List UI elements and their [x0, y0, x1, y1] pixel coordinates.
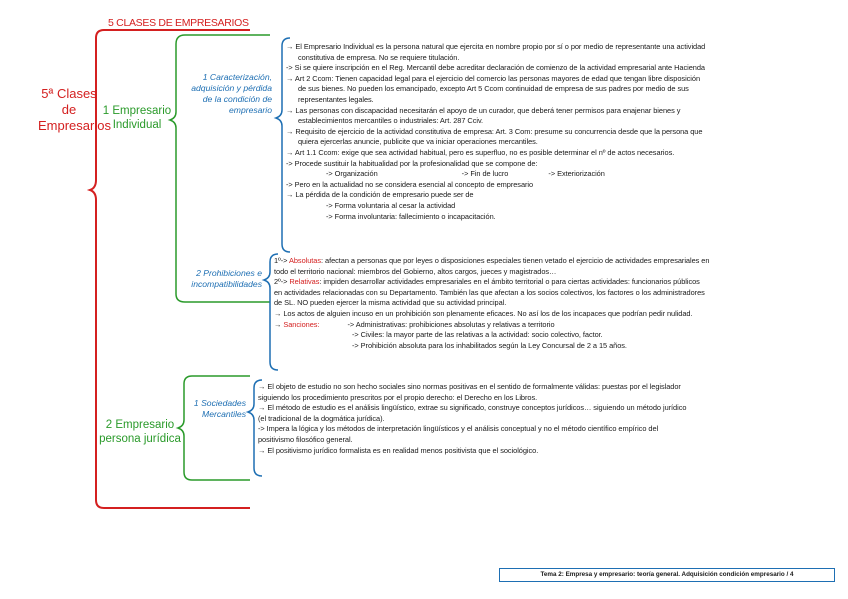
main-title: 5ª Clases de Empresarios: [38, 86, 111, 133]
relativas-label: Relativas: [289, 277, 320, 287]
organizacion-item: -> Organización: [326, 169, 378, 179]
text-line: de sus bienes. No pueden los emancipado, excepto Art 5 Ccom continuidad de empresa de sus padres por medio de sus: [298, 84, 689, 94]
text-line: (el tradicional de la dogmática jurídica).: [258, 413, 385, 423]
sanciones-label: Sanciones:: [283, 319, 320, 329]
text-line: -> Si se quiere inscripción en el Reg. Mercantil debe acreditar declaración de comienzo de la actividad empresarial ante Hacienda: [286, 63, 705, 73]
text-line: -> Prohibición absoluta para los inhabilitados según la Ley Concursal de 2 a 15 años.: [352, 340, 627, 350]
lucro-item: -> Fin de lucro: [461, 169, 509, 179]
branch-juridica: 2 Empresario persona jurídica: [99, 419, 181, 445]
top-header: 5 CLASES DE EMPRESARIOS: [108, 17, 249, 29]
text-line: -> Pero en la actualidad no se considera esencial al concepto de empresario: [286, 179, 534, 189]
text-line: [286, 169, 836, 180]
text-line: -> Impera la lógica y los métodos de interpretación lingüísticos y el análisis conceptual y no el método científico empírico del: [258, 424, 659, 434]
text-line: todo el territorio nacional: miembros del Gobierno, altos cargos, jueces y magistrados…: [274, 266, 557, 276]
text-line: → Los actos de alguien incuso en un prohibición son plenamente eficaces. No así los de los incapaces que podrían pedir nulidad.: [274, 308, 693, 318]
branch-individual: 1 Empresario Individual: [102, 105, 172, 131]
exteriorizacion-item: -> Exteriorización: [548, 169, 605, 179]
text-line: -> Procede sustituir la habitualidad por la profesionalidad que se compone de:: [286, 158, 538, 168]
caracterizacion-content: [286, 42, 836, 222]
text-line: siguiendo los procedimiento prescritos por el propio derecho: el Derecho en los Libros.: [258, 392, 538, 402]
text-line: → El objeto de estudio no son hecho sociales sino normas positivas en el sentido de formalmente válidas: puestas por el legislador: [258, 382, 681, 391]
sociedades-content: [258, 382, 828, 456]
text-line: → La pérdida de la condición de empresario puede ser de: [286, 190, 474, 200]
text-line: de SL. NO pueden ejercer la misma actividad que su actividad principal.: [274, 298, 507, 308]
subsection-caracterizacion: 1 Caracterización, adquisición y pérdida de la condición de empresario: [191, 72, 272, 115]
text-line: → Art 2 Ccom: Tienen capacidad legal para el ejercicio del comercio las personas mayores de edad que tengan libre disposición: [286, 73, 701, 83]
text-line: 1º-> Absolutas: afectan a personas que por leyes o disposiciones especiales tienen vetado el ejercicio de actividades empresariales en: [274, 256, 710, 265]
text-line: establecimientos mercantiles o industriales: Art. 287 Cciv.: [298, 116, 484, 126]
page-footer: Tema 2: Empresa y empresario: teoría general. Adquisición condición empresario / 4: [499, 568, 835, 582]
prohibiciones-content: [274, 256, 834, 351]
subsection-prohibiciones: 2 Prohibiciones e incompatibilidades: [191, 268, 262, 289]
text-line: → El método de estudio es el análisis lingüístico, extrae su significado, construye conceptos jurídicos… siguiendo un método jurídico: [258, 403, 687, 413]
text-line: 2º-> Relativas: impiden desarrollar actividades empresariales en el ámbito territorial o para ciertas actividades: funcionarios públicos: [274, 277, 700, 287]
text-line: -> Civiles: la mayor parte de las relativas a la actividad: socio colectivo, factor.: [352, 330, 603, 340]
text-line: positivismo filosófico general.: [258, 434, 353, 444]
text-line: → Art 1.1 Ccom: exige que sea actividad habitual, pero es superfluo, no es posible determinar el nº de actos necesarios.: [286, 147, 675, 157]
text-line: → Sanciones: -> Administrativas: prohibiciones absolutas y relativas a territorio: [274, 319, 555, 329]
subsection-sociedades: 1 Sociedades Mercantiles: [193, 398, 246, 419]
text-line: representantes legales.: [298, 94, 374, 104]
text-line: → El positivismo jurídico formalista es en realidad menos positivista que el sociológico.: [258, 445, 539, 455]
text-line: → Requisito de ejercicio de la actividad constitutiva de empresa: Art. 3 Com: presume su concurrencia desde que la persona que: [286, 126, 703, 136]
text-line: constitutiva de empresa. No se requiere titulación.: [298, 52, 460, 62]
text-line: -> Forma involuntaria: fallecimiento o incapacitación.: [326, 211, 496, 221]
text-line: en actividades relacionadas con su Departamento. También las que afectan a los socios colectivos, los factores o los administradores: [274, 287, 705, 297]
text-line: → El Empresario Individual es la persona natural que ejercita en nombre propio por sí o por medio de representante una actividad: [286, 42, 706, 51]
absolutas-label: Absolutas: [288, 256, 321, 265]
text-line: -> Forma voluntaria al cesar la actividad: [326, 200, 456, 210]
text-line: quiera ejercerlas anuncie, publicite que va iniciar operaciones mercantiles.: [298, 137, 538, 147]
text-line: → Las personas con discapacidad necesitarán el apoyo de un curador, que deberá tener permisos para enajenar bienes y: [286, 105, 681, 115]
